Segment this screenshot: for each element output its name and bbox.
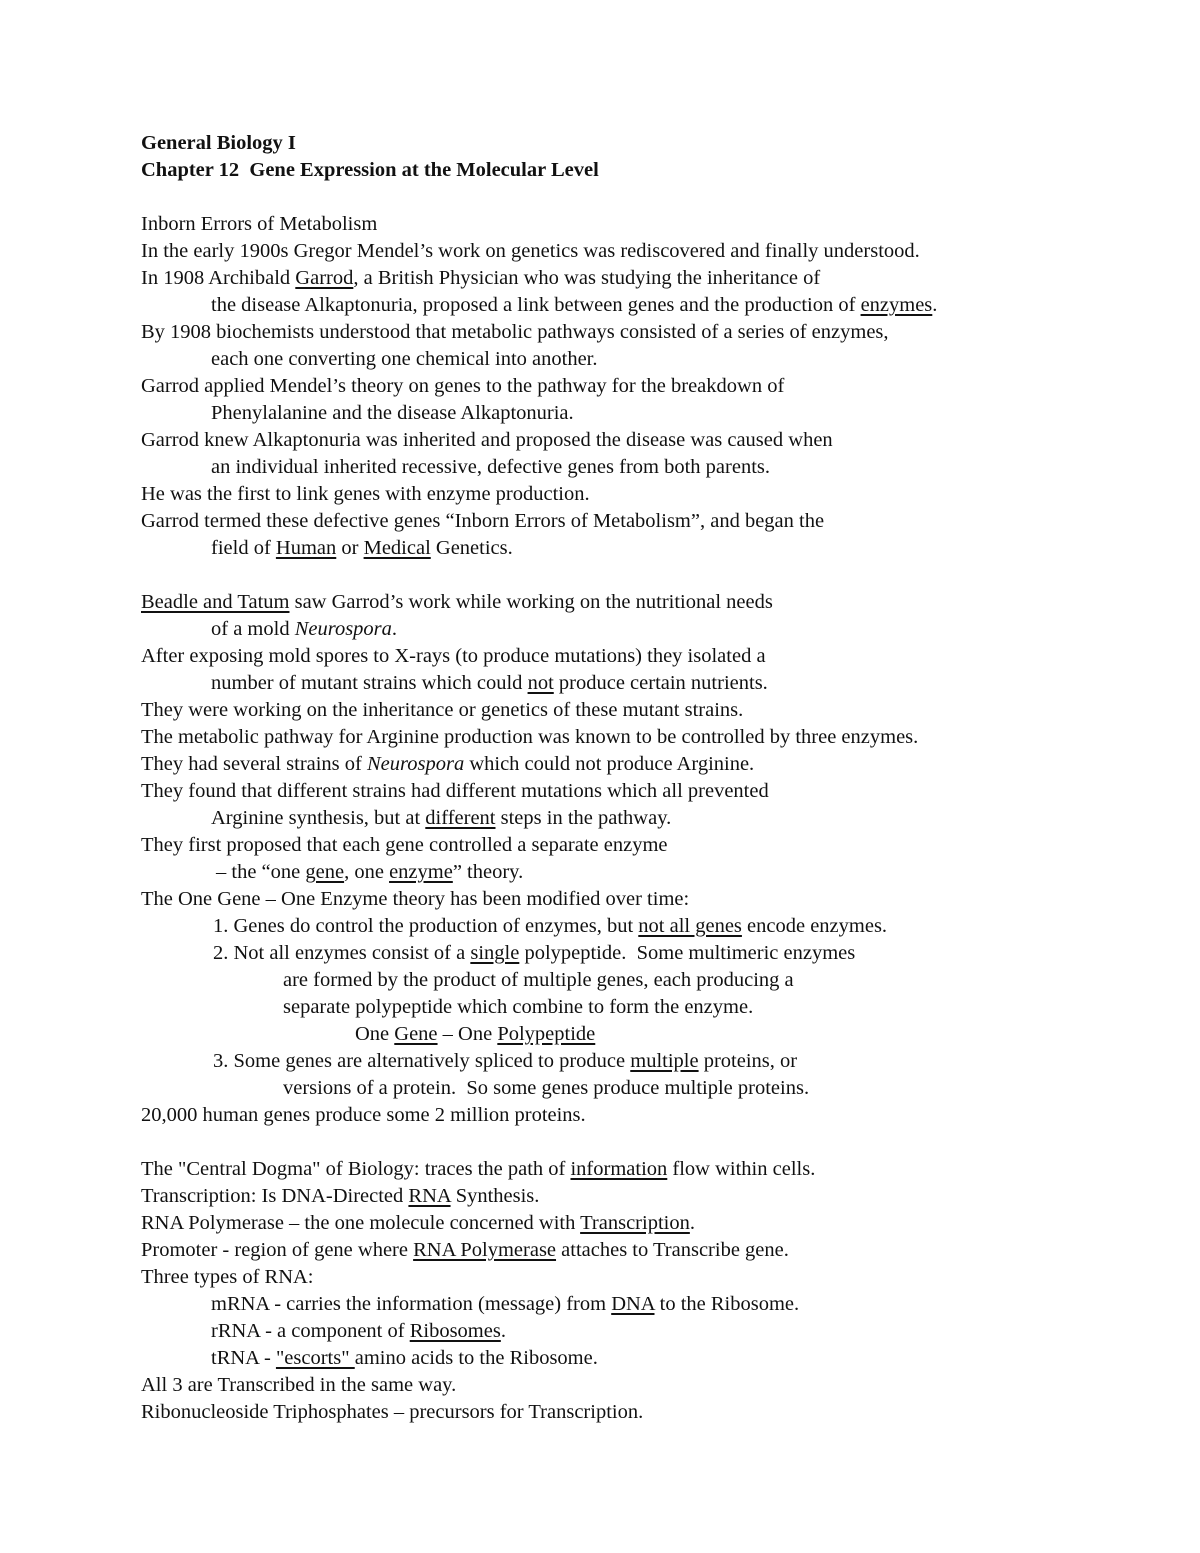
text-line: number of mutant strains which could not produce certain nutrients. — [211, 672, 768, 694]
text-line: All 3 are Transcribed in the same way. — [141, 1374, 457, 1396]
text-line: Arginine synthesis, but at different steps in the pathway. — [211, 807, 672, 829]
chapter-title: Chapter 12 Gene Expression at the Molecular Level — [141, 159, 599, 181]
text-line: Three types of RNA: — [141, 1266, 314, 1288]
list-item: 2. Not all enzymes consist of a single polypeptide. Some multimeric enzymes — [213, 942, 856, 964]
text-line: Garrod termed these defective genes “Inborn Errors of Metabolism”, and began the — [141, 510, 825, 532]
text-line: separate polypeptide which combine to form the enzyme. — [283, 996, 754, 1018]
text-line: are formed by the product of multiple genes, each producing a — [283, 969, 794, 991]
text-line: They had several strains of Neurospora which could not produce Arginine. — [141, 753, 755, 775]
text-line: In the early 1900s Gregor Mendel’s work on genetics was rediscovered and finally understood. — [141, 240, 920, 262]
text-line: Promoter - region of gene where RNA Polymerase attaches to Transcribe gene. — [141, 1239, 789, 1261]
text-line: field of Human or Medical Genetics. — [211, 537, 513, 559]
text-line: After exposing mold spores to X-rays (to produce mutations) they isolated a — [141, 645, 766, 667]
text-line: They found that different strains had different mutations which all prevented — [141, 780, 769, 802]
text-line: versions of a protein. So some genes produce multiple proteins. — [283, 1077, 810, 1099]
text-line: Garrod applied Mendel’s theory on genes to the pathway for the breakdown of — [141, 375, 785, 397]
text-line: The One Gene – One Enzyme theory has been modified over time: — [141, 888, 690, 910]
text-line: of a mold Neurospora. — [211, 618, 398, 640]
course-title: General Biology I — [141, 132, 296, 154]
list-item: 3. Some genes are alternatively spliced to produce multiple proteins, or — [213, 1050, 798, 1072]
text-line: Beadle and Tatum saw Garrod’s work while working on the nutritional needs — [141, 591, 773, 613]
text-line: an individual inherited recessive, defective genes from both parents. — [211, 456, 770, 478]
text-line: – the “one gene, one enzyme” theory. — [216, 861, 524, 883]
text-line: The "Central Dogma" of Biology: traces the path of information flow within cells. — [141, 1158, 816, 1180]
text-line: By 1908 biochemists understood that metabolic pathways consisted of a series of enzymes, — [141, 321, 889, 343]
text-line: RNA Polymerase – the one molecule concerned with Transcription. — [141, 1212, 695, 1234]
text-line: One Gene – One Polypeptide — [355, 1023, 596, 1045]
list-item: mRNA - carries the information (message) from DNA to the Ribosome. — [211, 1293, 800, 1315]
text-line: The metabolic pathway for Arginine production was known to be controlled by three enzymes. — [141, 726, 919, 748]
text-line: 20,000 human genes produce some 2 million proteins. — [141, 1104, 586, 1126]
text-line: each one converting one chemical into another. — [211, 348, 598, 370]
list-item: tRNA - "escorts" amino acids to the Ribosome. — [211, 1347, 598, 1369]
section-heading-inborn-errors: Inborn Errors of Metabolism — [141, 213, 378, 235]
text-line: Garrod knew Alkaptonuria was inherited and proposed the disease was caused when — [141, 429, 833, 451]
list-item: rRNA - a component of Ribosomes. — [211, 1320, 506, 1342]
text-line: the disease Alkaptonuria, proposed a link between genes and the production of enzymes. — [211, 294, 938, 316]
text-line: Ribonucleoside Triphosphates – precursors for Transcription. — [141, 1401, 644, 1423]
text-line: They were working on the inheritance or genetics of these mutant strains. — [141, 699, 744, 721]
text-line: In 1908 Archibald Garrod, a British Physician who was studying the inheritance of — [141, 267, 821, 289]
list-item: 1. Genes do control the production of enzymes, but not all genes encode enzymes. — [213, 915, 888, 937]
text-line: Transcription: Is DNA-Directed RNA Synthesis. — [141, 1185, 540, 1207]
text-line: He was the first to link genes with enzyme production. — [141, 483, 590, 505]
text-line: They first proposed that each gene controlled a separate enzyme — [141, 834, 668, 856]
text-line: Phenylalanine and the disease Alkaptonuria. — [211, 402, 574, 424]
